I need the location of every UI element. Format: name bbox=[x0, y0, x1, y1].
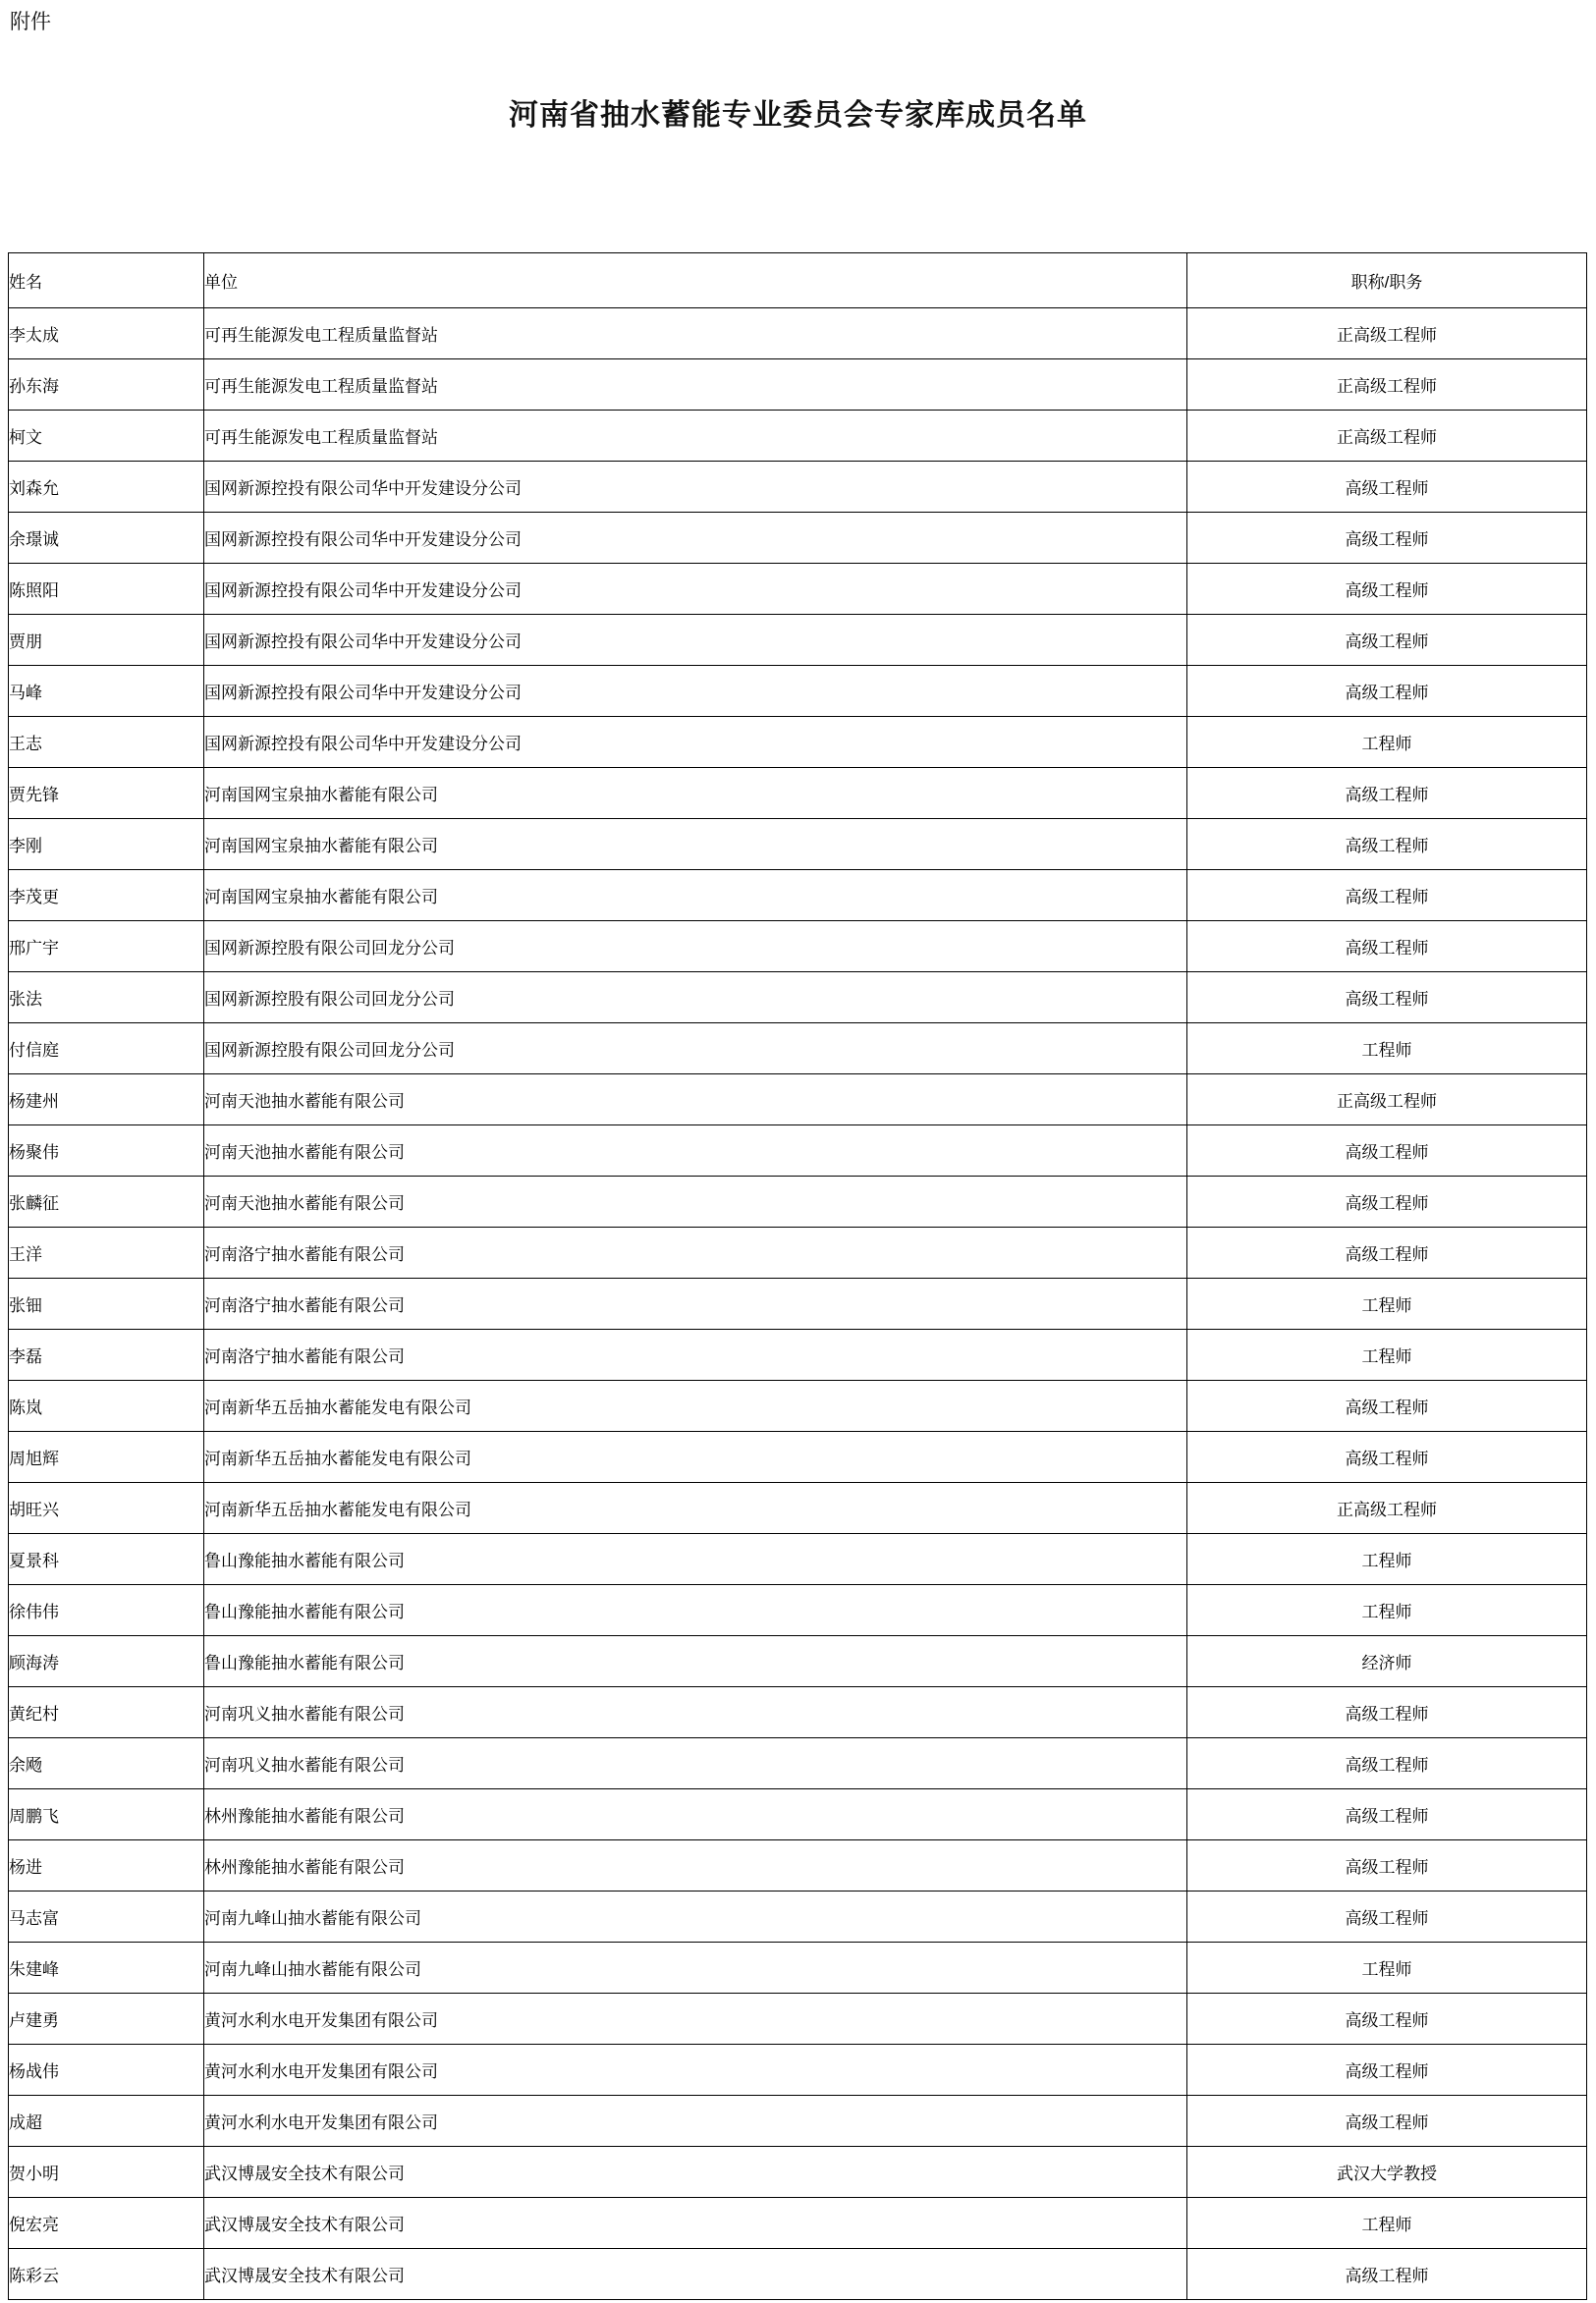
cell-title: 高级工程师 bbox=[1187, 2249, 1587, 2300]
cell-unit: 河南国网宝泉抽水蓄能有限公司 bbox=[204, 870, 1187, 921]
cell-title: 高级工程师 bbox=[1187, 1738, 1587, 1789]
cell-unit: 河南洛宁抽水蓄能有限公司 bbox=[204, 1228, 1187, 1279]
cell-name: 李磊 bbox=[9, 1330, 204, 1381]
cell-name: 贺小明 bbox=[9, 2147, 204, 2198]
cell-title: 正高级工程师 bbox=[1187, 359, 1587, 411]
table-row bbox=[9, 1279, 1587, 1330]
table-row bbox=[9, 1381, 1587, 1432]
table-row bbox=[9, 666, 1587, 717]
table-row bbox=[9, 462, 1587, 513]
cell-unit: 武汉博晟安全技术有限公司 bbox=[204, 2147, 1187, 2198]
table-row bbox=[9, 513, 1587, 564]
cell-unit: 河南九峰山抽水蓄能有限公司 bbox=[204, 1943, 1187, 1994]
cell-name: 李茂更 bbox=[9, 870, 204, 921]
cell-title: 武汉大学教授 bbox=[1187, 2147, 1587, 2198]
cell-name: 陈彩云 bbox=[9, 2249, 204, 2300]
cell-unit: 武汉博晟安全技术有限公司 bbox=[204, 2198, 1187, 2249]
table-row bbox=[9, 921, 1587, 972]
cell-unit: 可再生能源发电工程质量监督站 bbox=[204, 411, 1187, 462]
cell-title: 高级工程师 bbox=[1187, 1892, 1587, 1943]
cell-unit: 国网新源控投有限公司华中开发建设分公司 bbox=[204, 717, 1187, 768]
cell-unit: 河南洛宁抽水蓄能有限公司 bbox=[204, 1279, 1187, 1330]
cell-name: 张法 bbox=[9, 972, 204, 1023]
table-row bbox=[9, 1636, 1587, 1687]
table-row bbox=[9, 870, 1587, 921]
cell-unit: 河南洛宁抽水蓄能有限公司 bbox=[204, 1330, 1187, 1381]
cell-title: 正高级工程师 bbox=[1187, 1074, 1587, 1125]
cell-unit: 鲁山豫能抽水蓄能有限公司 bbox=[204, 1585, 1187, 1636]
cell-title: 高级工程师 bbox=[1187, 1177, 1587, 1228]
cell-name: 张麟征 bbox=[9, 1177, 204, 1228]
cell-title: 高级工程师 bbox=[1187, 1994, 1587, 2045]
table-row bbox=[9, 1074, 1587, 1125]
cell-name: 杨进 bbox=[9, 1840, 204, 1892]
table-row bbox=[9, 2198, 1587, 2249]
cell-title: 高级工程师 bbox=[1187, 768, 1587, 819]
cell-title: 高级工程师 bbox=[1187, 921, 1587, 972]
cell-title: 工程师 bbox=[1187, 1943, 1587, 1994]
cell-unit: 武汉博晟安全技术有限公司 bbox=[204, 2249, 1187, 2300]
cell-unit: 国网新源控投有限公司华中开发建设分公司 bbox=[204, 462, 1187, 513]
cell-unit: 可再生能源发电工程质量监督站 bbox=[204, 359, 1187, 411]
table-row bbox=[9, 1892, 1587, 1943]
table-row bbox=[9, 768, 1587, 819]
cell-name: 李刚 bbox=[9, 819, 204, 870]
cell-name: 杨聚伟 bbox=[9, 1125, 204, 1177]
cell-unit: 河南巩义抽水蓄能有限公司 bbox=[204, 1687, 1187, 1738]
cell-name: 邢广宇 bbox=[9, 921, 204, 972]
cell-unit: 国网新源控股有限公司回龙分公司 bbox=[204, 921, 1187, 972]
cell-unit: 鲁山豫能抽水蓄能有限公司 bbox=[204, 1534, 1187, 1585]
cell-name: 余璟诚 bbox=[9, 513, 204, 564]
cell-name: 马志富 bbox=[9, 1892, 204, 1943]
cell-unit: 鲁山豫能抽水蓄能有限公司 bbox=[204, 1636, 1187, 1687]
cell-unit: 林州豫能抽水蓄能有限公司 bbox=[204, 1840, 1187, 1892]
table-row bbox=[9, 1483, 1587, 1534]
cell-name: 胡旺兴 bbox=[9, 1483, 204, 1534]
header-cell-unit: 单位 bbox=[204, 253, 1187, 308]
cell-name: 周鹏飞 bbox=[9, 1789, 204, 1840]
table-row bbox=[9, 359, 1587, 411]
cell-title: 高级工程师 bbox=[1187, 1381, 1587, 1432]
cell-unit: 可再生能源发电工程质量监督站 bbox=[204, 308, 1187, 359]
cell-unit: 河南天池抽水蓄能有限公司 bbox=[204, 1125, 1187, 1177]
cell-unit: 国网新源控投有限公司华中开发建设分公司 bbox=[204, 615, 1187, 666]
cell-title: 正高级工程师 bbox=[1187, 1483, 1587, 1534]
cell-unit: 国网新源控投有限公司华中开发建设分公司 bbox=[204, 564, 1187, 615]
cell-unit: 河南新华五岳抽水蓄能发电有限公司 bbox=[204, 1483, 1187, 1534]
cell-title: 高级工程师 bbox=[1187, 462, 1587, 513]
cell-title: 高级工程师 bbox=[1187, 870, 1587, 921]
cell-name: 周旭辉 bbox=[9, 1432, 204, 1483]
cell-name: 刘森允 bbox=[9, 462, 204, 513]
cell-name: 陈岚 bbox=[9, 1381, 204, 1432]
cell-name: 李太成 bbox=[9, 308, 204, 359]
cell-unit: 河南新华五岳抽水蓄能发电有限公司 bbox=[204, 1381, 1187, 1432]
table-row bbox=[9, 1994, 1587, 2045]
cell-title: 高级工程师 bbox=[1187, 819, 1587, 870]
cell-name: 夏景科 bbox=[9, 1534, 204, 1585]
cell-name: 贾朋 bbox=[9, 615, 204, 666]
cell-name: 倪宏亮 bbox=[9, 2198, 204, 2249]
page-title: 河南省抽水蓄能专业委员会专家库成员名单 bbox=[509, 99, 1087, 132]
table-row bbox=[9, 1432, 1587, 1483]
header-cell-name: 姓名 bbox=[9, 253, 204, 308]
cell-name: 贾先锋 bbox=[9, 768, 204, 819]
table-row bbox=[9, 1125, 1587, 1177]
cell-title: 工程师 bbox=[1187, 717, 1587, 768]
members-table-body bbox=[9, 308, 1587, 2300]
cell-title: 工程师 bbox=[1187, 1023, 1587, 1074]
cell-title: 工程师 bbox=[1187, 1534, 1587, 1585]
cell-name: 杨战伟 bbox=[9, 2045, 204, 2096]
cell-name: 顾海涛 bbox=[9, 1636, 204, 1687]
cell-name: 张钿 bbox=[9, 1279, 204, 1330]
table-row bbox=[9, 2147, 1587, 2198]
cell-unit: 林州豫能抽水蓄能有限公司 bbox=[204, 1789, 1187, 1840]
table-row bbox=[9, 1585, 1587, 1636]
members-table bbox=[8, 252, 1587, 2300]
table-row bbox=[9, 1687, 1587, 1738]
cell-title: 正高级工程师 bbox=[1187, 308, 1587, 359]
cell-unit: 黄河水利水电开发集团有限公司 bbox=[204, 1994, 1187, 2045]
cell-title: 高级工程师 bbox=[1187, 1432, 1587, 1483]
table-row bbox=[9, 1177, 1587, 1228]
cell-title: 高级工程师 bbox=[1187, 1840, 1587, 1892]
table-row bbox=[9, 819, 1587, 870]
cell-title: 高级工程师 bbox=[1187, 1789, 1587, 1840]
cell-name: 孙东海 bbox=[9, 359, 204, 411]
table-row bbox=[9, 1534, 1587, 1585]
table-row bbox=[9, 1840, 1587, 1892]
cell-name: 卢建勇 bbox=[9, 1994, 204, 2045]
cell-title: 正高级工程师 bbox=[1187, 411, 1587, 462]
header-row bbox=[9, 253, 1587, 308]
cell-name: 余飏 bbox=[9, 1738, 204, 1789]
cell-title: 高级工程师 bbox=[1187, 615, 1587, 666]
cell-unit: 河南新华五岳抽水蓄能发电有限公司 bbox=[204, 1432, 1187, 1483]
table-row bbox=[9, 1943, 1587, 1994]
cell-unit: 河南天池抽水蓄能有限公司 bbox=[204, 1074, 1187, 1125]
cell-title: 高级工程师 bbox=[1187, 1125, 1587, 1177]
cell-name: 黄纪村 bbox=[9, 1687, 204, 1738]
table-row bbox=[9, 308, 1587, 359]
cell-title: 工程师 bbox=[1187, 1330, 1587, 1381]
cell-unit: 河南国网宝泉抽水蓄能有限公司 bbox=[204, 768, 1187, 819]
cell-unit: 黄河水利水电开发集团有限公司 bbox=[204, 2096, 1187, 2147]
cell-title: 工程师 bbox=[1187, 1585, 1587, 1636]
table-row bbox=[9, 615, 1587, 666]
table-row bbox=[9, 2045, 1587, 2096]
cell-title: 工程师 bbox=[1187, 2198, 1587, 2249]
cell-unit: 黄河水利水电开发集团有限公司 bbox=[204, 2045, 1187, 2096]
cell-title: 高级工程师 bbox=[1187, 1687, 1587, 1738]
cell-name: 王洋 bbox=[9, 1228, 204, 1279]
cell-unit: 国网新源控股有限公司回龙分公司 bbox=[204, 972, 1187, 1023]
cell-unit: 河南国网宝泉抽水蓄能有限公司 bbox=[204, 819, 1187, 870]
cell-title: 高级工程师 bbox=[1187, 564, 1587, 615]
cell-name: 王志 bbox=[9, 717, 204, 768]
table-row bbox=[9, 717, 1587, 768]
table-row bbox=[9, 2096, 1587, 2147]
cell-title: 高级工程师 bbox=[1187, 513, 1587, 564]
table-row bbox=[9, 2249, 1587, 2300]
table-row bbox=[9, 1023, 1587, 1074]
cell-unit: 国网新源控投有限公司华中开发建设分公司 bbox=[204, 513, 1187, 564]
attachment-label: 附件 bbox=[10, 11, 51, 33]
cell-name: 徐伟伟 bbox=[9, 1585, 204, 1636]
cell-unit: 国网新源控股有限公司回龙分公司 bbox=[204, 1023, 1187, 1074]
members-table-header bbox=[9, 253, 1587, 308]
cell-name: 陈照阳 bbox=[9, 564, 204, 615]
table-row bbox=[9, 411, 1587, 462]
table-row bbox=[9, 564, 1587, 615]
table-row bbox=[9, 972, 1587, 1023]
cell-title: 高级工程师 bbox=[1187, 972, 1587, 1023]
cell-title: 工程师 bbox=[1187, 1279, 1587, 1330]
table-row bbox=[9, 1330, 1587, 1381]
cell-name: 马峰 bbox=[9, 666, 204, 717]
cell-name: 朱建峰 bbox=[9, 1943, 204, 1994]
cell-title: 高级工程师 bbox=[1187, 666, 1587, 717]
cell-title: 高级工程师 bbox=[1187, 2045, 1587, 2096]
header-cell-title: 职称/职务 bbox=[1187, 253, 1587, 308]
table-row bbox=[9, 1789, 1587, 1840]
cell-unit: 河南巩义抽水蓄能有限公司 bbox=[204, 1738, 1187, 1789]
cell-title: 高级工程师 bbox=[1187, 2096, 1587, 2147]
cell-unit: 河南九峰山抽水蓄能有限公司 bbox=[204, 1892, 1187, 1943]
cell-title: 经济师 bbox=[1187, 1636, 1587, 1687]
cell-name: 杨建州 bbox=[9, 1074, 204, 1125]
table-row bbox=[9, 1738, 1587, 1789]
cell-unit: 国网新源控投有限公司华中开发建设分公司 bbox=[204, 666, 1187, 717]
cell-name: 柯文 bbox=[9, 411, 204, 462]
cell-name: 付信庭 bbox=[9, 1023, 204, 1074]
cell-unit: 河南天池抽水蓄能有限公司 bbox=[204, 1177, 1187, 1228]
cell-title: 高级工程师 bbox=[1187, 1228, 1587, 1279]
cell-name: 成超 bbox=[9, 2096, 204, 2147]
table-row bbox=[9, 1228, 1587, 1279]
